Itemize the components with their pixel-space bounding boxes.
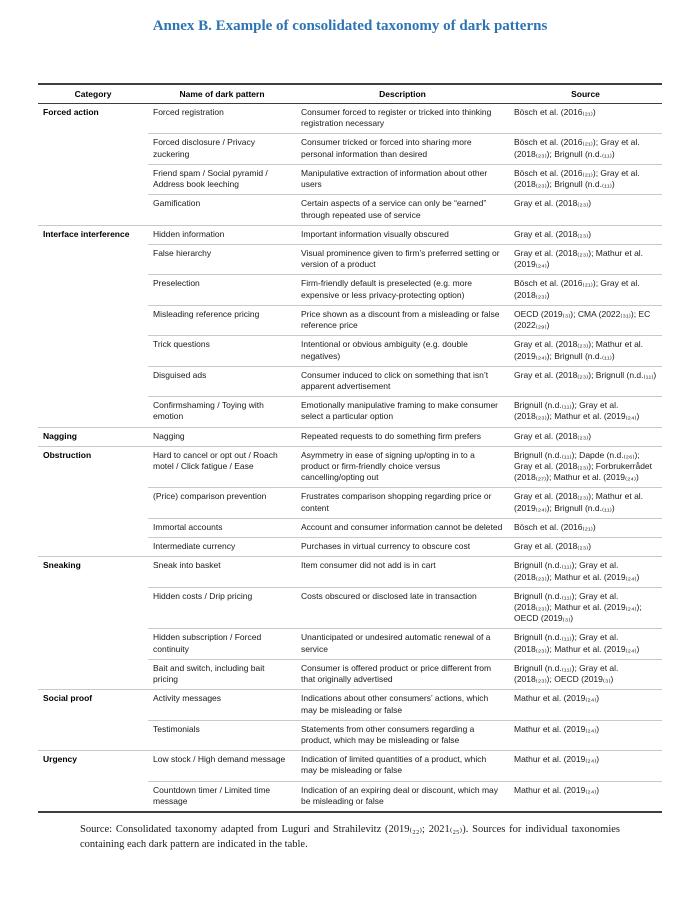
description-cell: Price shown as a discount from a misleading or false reference price: [296, 305, 509, 335]
name-cell: Low stock / High demand message: [148, 751, 296, 781]
source-cell: Bösch et al. (2016₍₂₁₎): [509, 518, 662, 537]
description-cell: Item consumer did not add is in cart: [296, 557, 509, 587]
name-cell: Activity messages: [148, 690, 296, 720]
category-cell: Urgency: [38, 751, 148, 812]
source-cell: Gray et al. (2018₍₂₃₎): [509, 538, 662, 557]
name-cell: Hidden subscription / Forced continuity: [148, 629, 296, 659]
description-cell: Consumer forced to register or tricked into thinking registration necessary: [296, 104, 509, 134]
description-cell: Intentional or obvious ambiguity (e.g. double negatives): [296, 336, 509, 366]
description-cell: Unanticipated or undesired automatic renewal of a service: [296, 629, 509, 659]
source-cell: Mathur et al. (2019₍₂₄₎): [509, 690, 662, 720]
name-cell: Forced registration: [148, 104, 296, 134]
category-cell: Social proof: [38, 690, 148, 751]
description-cell: Visual prominence given to firm’s preferred setting or version of a product: [296, 244, 509, 274]
name-cell: Nagging: [148, 427, 296, 446]
source-cell: Gray et al. (2018₍₂₃₎); Mathur et al. (2019₍₂₄₎); Brignull (n.d.₍₁₁₎): [509, 336, 662, 366]
name-cell: Disguised ads: [148, 366, 296, 396]
name-cell: Intermediate currency: [148, 538, 296, 557]
category-cell: Forced action: [38, 104, 148, 226]
name-cell: Confirmshaming / Toying with emotion: [148, 397, 296, 427]
description-cell: Costs obscured or disclosed late in transaction: [296, 587, 509, 629]
category-cell: Nagging: [38, 427, 148, 446]
description-cell: Indications about other consumers’ actions, which may be misleading or false: [296, 690, 509, 720]
source-cell: Bösch et al. (2016₍₂₁₎); Gray et al. (2018₍₂₃₎): [509, 275, 662, 305]
description-cell: Frustrates comparison shopping regarding price or content: [296, 488, 509, 518]
description-cell: Account and consumer information cannot be deleted: [296, 518, 509, 537]
source-note: Source: Consolidated taxonomy adapted from Luguri and Strahilevitz (2019₍₂₂₎; 2021₍₂₅₎). Sources for individual taxonomies containing each dark pattern are indicated in the table.: [80, 824, 620, 851]
description-cell: Indication of an expiring deal or discount, which may be misleading or false: [296, 781, 509, 812]
source-cell: Mathur et al. (2019₍₂₄₎): [509, 781, 662, 812]
name-cell: (Price) comparison prevention: [148, 488, 296, 518]
name-cell: Sneak into basket: [148, 557, 296, 587]
name-cell: Trick questions: [148, 336, 296, 366]
description-cell: Emotionally manipulative framing to make consumer select a particular option: [296, 397, 509, 427]
category-cell: Obstruction: [38, 446, 148, 557]
source-cell: Gray et al. (2018₍₂₃₎): [509, 427, 662, 446]
source-cell: Bösch et al. (2016₍₂₁₎): [509, 104, 662, 134]
page-title: Annex B. Example of consolidated taxonomy of dark patterns: [152, 18, 548, 34]
source-cell: Gray et al. (2018₍₂₃₎); Mathur et al. (2019₍₂₄₎): [509, 244, 662, 274]
description-cell: Statements from other consumers regarding a product, which may be misleading or false: [296, 720, 509, 750]
name-cell: Hidden costs / Drip pricing: [148, 587, 296, 629]
name-cell: Forced disclosure / Privacy zuckering: [148, 134, 296, 164]
name-cell: Immortal accounts: [148, 518, 296, 537]
description-cell: Consumer induced to click on something that isn’t apparent advertisement: [296, 366, 509, 396]
description-cell: Firm-friendly default is preselected (e.g. more expensive or less privacy-protecting option): [296, 275, 509, 305]
table-row: [38, 690, 662, 720]
description-cell: Manipulative extraction of information about other users: [296, 164, 509, 194]
header-name: Name of dark pattern: [148, 84, 296, 104]
name-cell: Friend spam / Social pyramid / Address book leeching: [148, 164, 296, 194]
source-cell: Mathur et al. (2019₍₂₄₎): [509, 720, 662, 750]
name-cell: Countdown timer / Limited time message: [148, 781, 296, 812]
source-cell: Brignull (n.d.₍₁₁₎); Gray et al. (2018₍₂₃₎); Mathur et al. (2019₍₂₄₎); OECD (2019₍₃₎): [509, 587, 662, 629]
table-row: [38, 557, 662, 587]
taxonomy-table-body: [38, 104, 662, 813]
description-cell: Consumer is offered product or price different from that originally advertised: [296, 659, 509, 689]
header-category: Category: [38, 84, 148, 104]
name-cell: Testimonials: [148, 720, 296, 750]
source-cell: OECD (2019₍₃₎); CMA (2022₍₃₁₎); EC (2022₍₂₉₎): [509, 305, 662, 335]
header-source: Source: [509, 84, 662, 104]
source-cell: Mathur et al. (2019₍₂₄₎): [509, 751, 662, 781]
table-row: [38, 104, 662, 134]
name-cell: Hidden information: [148, 225, 296, 244]
source-cell: Brignull (n.d.₍₁₁₎); Dapde (n.d.₍₂₆₎); Gray et al. (2018₍₂₃₎); Forbrukerrådet (2018₍₂₇₎); Mathur et al. (2019₍₂₄₎): [509, 446, 662, 488]
description-cell: Important information visually obscured: [296, 225, 509, 244]
name-cell: False hierarchy: [148, 244, 296, 274]
source-cell: Bösch et al. (2016₍₂₁₎); Gray et al. (2018₍₂₃₎); Brignull (n.d.₍₁₁₎): [509, 134, 662, 164]
source-cell: Gray et al. (2018₍₂₃₎): [509, 195, 662, 225]
table-row: [38, 225, 662, 244]
description-cell: Indication of limited quantities of a product, which may be misleading or false: [296, 751, 509, 781]
table-header-row: [38, 84, 662, 104]
description-cell: Certain aspects of a service can only be “earned” through repeated use of service: [296, 195, 509, 225]
category-cell: Interface interference: [38, 225, 148, 427]
source-cell: Gray et al. (2018₍₂₃₎); Mathur et al. (2019₍₂₄₎); Brignull (n.d.₍₁₁₎): [509, 488, 662, 518]
table-row: [38, 427, 662, 446]
description-cell: Consumer tricked or forced into sharing more personal information than desired: [296, 134, 509, 164]
header-description: Description: [296, 84, 509, 104]
description-cell: Asymmetry in ease of signing up/opting in to a product or firm-friendly choice versus cancelling/opting out: [296, 446, 509, 488]
category-cell: Sneaking: [38, 557, 148, 690]
source-cell: Brignull (n.d.₍₁₁₎); Gray et al. (2018₍₂₃₎); Mathur et al. (2019₍₂₄₎): [509, 557, 662, 587]
table-row: [38, 446, 662, 488]
source-cell: Gray et al. (2018₍₂₃₎): [509, 225, 662, 244]
table-row: [38, 751, 662, 781]
taxonomy-table: [38, 83, 662, 813]
source-cell: Brignull (n.d.₍₁₁₎); Gray et al. (2018₍₂₃₎); OECD (2019₍₃₎): [509, 659, 662, 689]
source-cell: Brignull (n.d.₍₁₁₎); Gray et al. (2018₍₂₃₎); Mathur et al. (2019₍₂₄₎): [509, 629, 662, 659]
name-cell: Preselection: [148, 275, 296, 305]
source-cell: Bösch et al. (2016₍₂₁₎); Gray et al. (2018₍₂₃₎); Brignull (n.d.₍₁₁₎): [509, 164, 662, 194]
description-cell: Purchases in virtual currency to obscure cost: [296, 538, 509, 557]
name-cell: Hard to cancel or opt out / Roach motel / Click fatigue / Ease: [148, 446, 296, 488]
source-cell: Brignull (n.d.₍₁₁₎); Gray et al. (2018₍₂₃₎); Mathur et al. (2019₍₂₄₎): [509, 397, 662, 427]
source-cell: Gray et al. (2018₍₂₃₎); Brignull (n.d.₍₁₁₎): [509, 366, 662, 396]
name-cell: Gamification: [148, 195, 296, 225]
description-cell: Repeated requests to do something firm prefers: [296, 427, 509, 446]
name-cell: Misleading reference pricing: [148, 305, 296, 335]
name-cell: Bait and switch, including bait pricing: [148, 659, 296, 689]
